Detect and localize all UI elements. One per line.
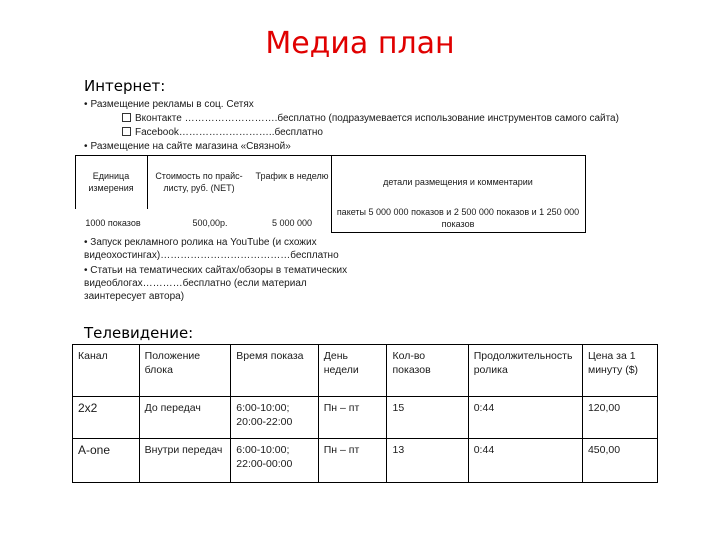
cell-duration: 0:44 (468, 439, 582, 483)
cell-details: пакеты 5 000 000 показов и 2 500 000 показов и 1 250 000 показов (336, 207, 580, 229)
table-divider (331, 155, 332, 233)
header-traffic: Трафик в неделю (255, 171, 329, 181)
cell-show-time: 6:00-10:00; 22:00-00:00 (231, 439, 318, 483)
articles-text: Статьи на тематических сайтах/обзоры в тематических видеоблогах…………бесплатно (если материал заинтересует автора) (84, 265, 348, 302)
cell-weekday: Пн – пт (318, 439, 387, 483)
bullet-svyaznoy-text: Размещение на сайте магазина «Связной» (90, 141, 291, 152)
table-row (73, 397, 658, 439)
header-price: Стоимость по прайс-листу, руб. (NET) (155, 171, 243, 193)
articles-paragraph (84, 264, 359, 303)
cell-channel: 2x2 (73, 397, 140, 439)
cell-show-count: 13 (387, 439, 468, 483)
checkbox-square-icon (122, 127, 131, 136)
cell-show-count: 15 (387, 397, 468, 439)
cell-price: 450,00 (582, 439, 657, 483)
tv-heading: Телевидение: (84, 324, 194, 342)
th-block-position: Положение блока (139, 345, 231, 397)
cell-channel: A-one (73, 439, 140, 483)
th-price: Цена за 1 минуту ($) (582, 345, 657, 397)
facebook-text: Facebook………………………..бесплатно (135, 127, 323, 138)
checkbox-square-icon (122, 113, 131, 122)
internet-table (75, 155, 586, 233)
bullet-svyaznoy (84, 140, 291, 153)
cell-unit: 1000 показов (85, 218, 141, 228)
vk-item (122, 112, 619, 125)
youtube-text: Запуск рекламного ролика на YouTube (и схожих видеохостингах)…………………………………бесплатно (84, 237, 339, 261)
th-show-count: Кол-во показов (387, 345, 468, 397)
page-title: Медиа план (265, 26, 455, 61)
table-header-row (73, 345, 658, 397)
bullet-icon: • (84, 265, 91, 276)
th-show-time: Время показа (231, 345, 318, 397)
th-weekday: День недели (318, 345, 387, 397)
bullet-icon: • (84, 141, 88, 152)
cell-block-position: Внутри передач (139, 439, 231, 483)
cell-traffic: 5 000 000 (271, 218, 313, 228)
table-divider (75, 155, 76, 209)
header-details: детали размещения и комментарии (383, 177, 533, 187)
bullet-social-networks (84, 98, 254, 111)
tv-table (72, 344, 658, 483)
youtube-paragraph (84, 236, 359, 262)
internet-heading: Интернет: (84, 77, 166, 95)
cell-price: 500,00р. (192, 218, 228, 228)
table-divider (147, 155, 148, 209)
facebook-item (122, 126, 323, 139)
vk-text: Вконтакте ……………………….бесплатно (подразумевается использование инструментов самого сайта) (135, 113, 619, 124)
cell-weekday: Пн – пт (318, 397, 387, 439)
table-bottom-border (331, 232, 586, 233)
table-divider (585, 155, 586, 233)
header-unit: Единица измерения (88, 171, 134, 193)
bullet-social-networks-text: Размещение рекламы в соц. Сетях (90, 99, 254, 110)
th-channel: Канал (73, 345, 140, 397)
table-row (73, 439, 658, 483)
th-duration: Продолжительность ролика (468, 345, 582, 397)
cell-duration: 0:44 (468, 397, 582, 439)
bullet-icon: • (84, 99, 88, 110)
cell-block-position: До передач (139, 397, 231, 439)
cell-show-time: 6:00-10:00; 20:00-22:00 (231, 397, 318, 439)
cell-price: 120,00 (582, 397, 657, 439)
bullet-icon: • (84, 237, 91, 248)
